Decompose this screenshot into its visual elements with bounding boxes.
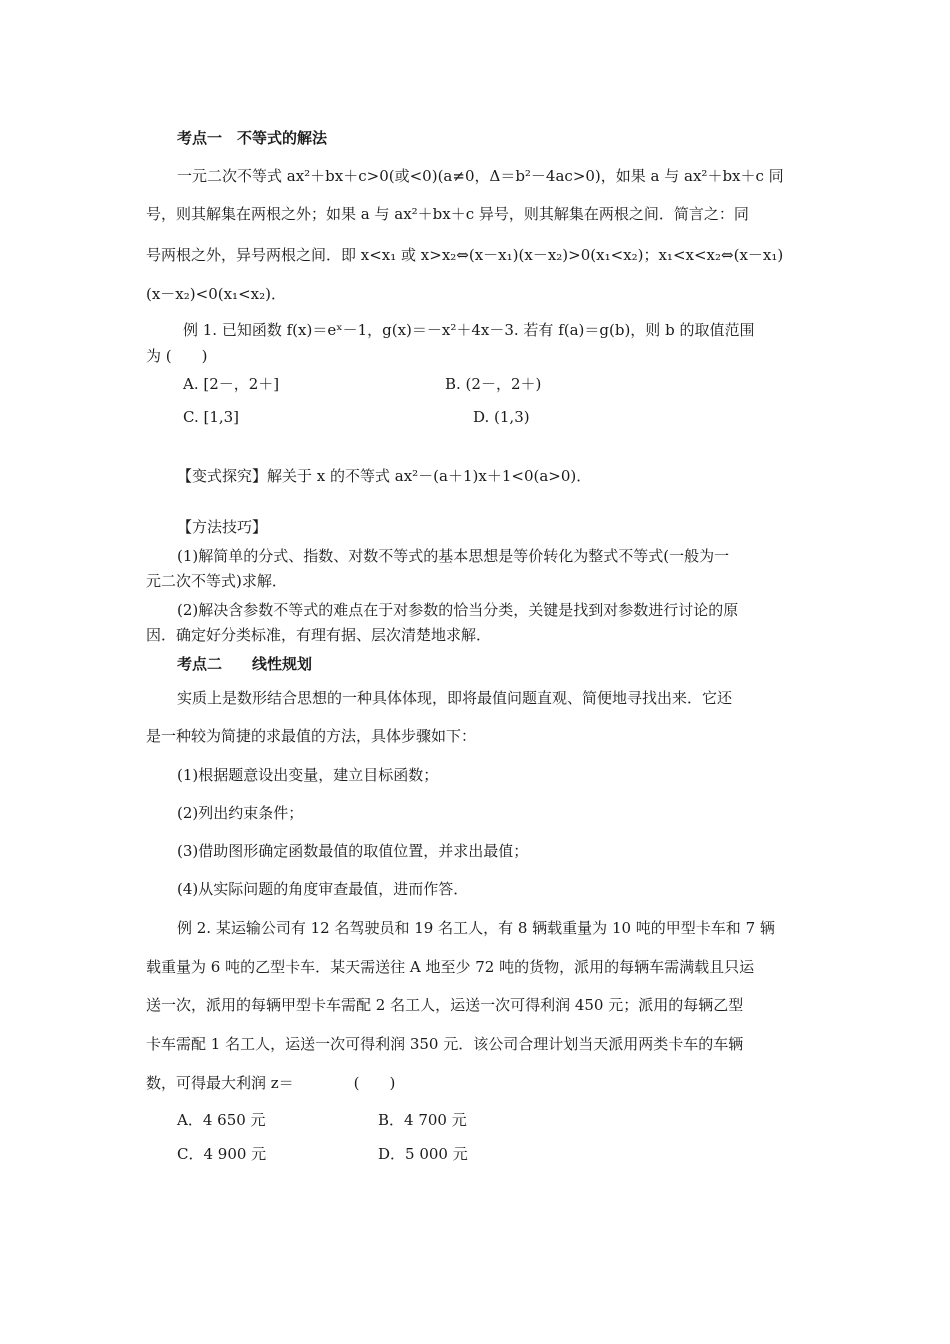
step-3: (3)借助图形确定函数最值的取值位置，并求出最值；: [177, 842, 529, 860]
methods-line-2: 元二次不等式)求解．: [146, 572, 287, 590]
example2-option-b: B．4 700 元: [378, 1111, 467, 1129]
step-1: (1)根据题意设出变量，建立目标函数；: [177, 766, 439, 784]
example2-option-d: D．5 000 元: [378, 1145, 468, 1163]
section2-intro-line-2: 是一种较为简捷的求最值的方法，具体步骤如下：: [146, 727, 477, 745]
methods-line-4: 因．确定好分类标准，有理有据、层次清楚地求解．: [146, 626, 492, 644]
section2-title: 考点二 线性规划: [177, 655, 313, 673]
methods-line-1: (1)解简单的分式、指数、对数不等式的基本思想是等价转化为整式不等式(一般为一: [177, 547, 730, 565]
section1-intro-line-1: 一元二次不等式 ax²＋bx＋c>0(或<0)(a≠0，Δ＝b²－4ac>0)，如果 a 与 ax²＋bx＋c 同: [177, 167, 784, 185]
example1-line-1: 例 1. 已知函数 f(x)＝eˣ－1，g(x)＝－x²＋4x－3. 若有 f(a)＝g(b)，则 b 的取值范围: [183, 321, 755, 339]
section1-intro-line-3: 号两根之外，异号两根之间．即 x<x₁ 或 x>x₂⇔(x－x₁)(x－x₂)>0(x₁<x₂)；x₁<x<x₂⇔(x－x₁): [146, 246, 784, 264]
example2-option-c: C．4 900 元: [177, 1145, 267, 1163]
section1-intro-line-4: (x－x₂)<0(x₁<x₂)．: [146, 285, 286, 303]
example1-line-2: 为 ( ): [146, 347, 208, 365]
variant-exercise: 【变式探究】解关于 x 的不等式 ax²－(a＋1)x＋1<0(a>0)．: [177, 467, 592, 485]
example2-option-a: A．4 650 元: [177, 1111, 266, 1129]
step-2: (2)列出约束条件；: [177, 804, 304, 822]
example2-line-1: 例 2. 某运输公司有 12 名驾驶员和 19 名工人，有 8 辆载重量为 10 吨的甲型卡车和 7 辆: [177, 919, 775, 937]
step-4: (4)从实际问题的角度审查最值，进而作答．: [177, 880, 469, 898]
example1-option-c: C. [1,3]: [183, 408, 240, 426]
example2-line-2: 载重量为 6 吨的乙型卡车．某天需送往 A 地至少 72 吨的货物，派用的每辆车需满载且只运: [146, 958, 755, 976]
example2-line-5: 数，可得最大利润 z＝ ( ): [146, 1074, 396, 1092]
example1-option-b: B. (2－，2＋): [445, 375, 542, 393]
example1-option-d: D. (1,3): [473, 408, 530, 426]
methods-line-3: (2)解决含参数不等式的难点在于对参数的恰当分类，关键是找到对参数进行讨论的原: [177, 601, 739, 619]
section1-intro-line-2: 号，则其解集在两根之外；如果 a 与 ax²＋bx＋c 异号，则其解集在两根之间．简言之：同: [146, 205, 749, 223]
example1-option-a: A. [2－，2＋]: [183, 375, 280, 393]
section1-title: 考点一 不等式的解法: [177, 129, 328, 147]
section2-intro-line-1: 实质上是数形结合思想的一种具体体现，即将最值问题直观、简便地寻找出来．它还: [177, 689, 733, 707]
example2-line-4: 卡车需配 1 名工人，运送一次可得利润 350 元．该公司合理计划当天派用两类卡车的车辆: [146, 1035, 744, 1053]
example2-line-3: 送一次，派用的每辆甲型卡车需配 2 名工人，运送一次可得利润 450 元；派用的每辆乙型: [146, 996, 744, 1014]
methods-title: 【方法技巧】: [177, 518, 268, 536]
